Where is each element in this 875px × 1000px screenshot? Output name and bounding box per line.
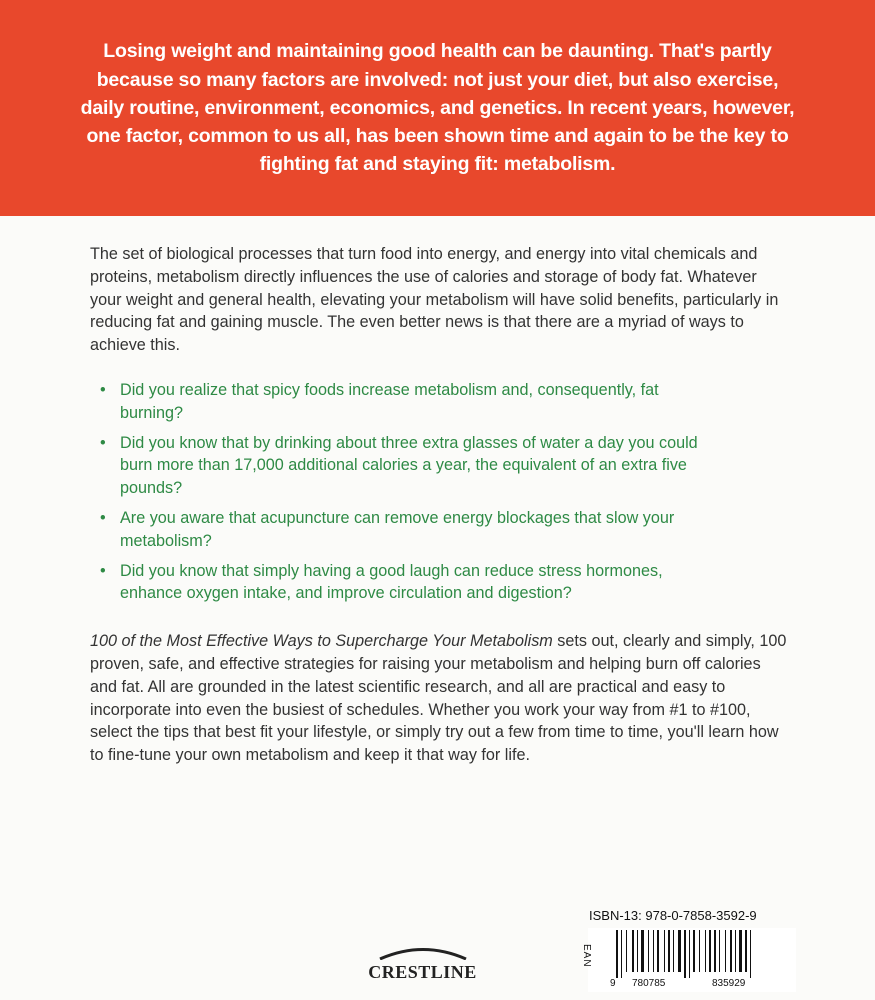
book-title: 100 of the Most Effective Ways to Supercharge Your Metabolism [90, 632, 553, 651]
barcode-bar [750, 930, 751, 978]
barcode-bar [705, 930, 706, 972]
barcode-bar [648, 930, 649, 972]
barcode-bar [641, 930, 644, 972]
barcode-bar [725, 930, 726, 972]
barcode-bar [678, 930, 681, 972]
barcode-bar [739, 930, 742, 972]
barcode-bar [621, 930, 622, 978]
list-item [100, 507, 710, 553]
barcode-digits-right: 835929 [712, 978, 746, 989]
list-item-text: Did you know that simply having a good laugh can reduce stress hormones, enhance oxygen intake, and improve circulation and digestion? [120, 561, 663, 603]
fact-list [90, 379, 790, 605]
list-item-text: Did you know that by drinking about three extra glasses of water a day you could burn more than 17,000 additional calories a year, the equivalent of an extra five pounds? [120, 433, 698, 498]
list-item [100, 379, 710, 425]
publisher-name: CRESTLINE [368, 962, 477, 982]
logo-arc-icon [378, 944, 468, 960]
barcode-bar [719, 930, 720, 972]
publisher-logo [360, 944, 485, 984]
ean-label: EAN [581, 944, 592, 968]
barcode-bar [632, 930, 634, 972]
barcode-bar [657, 930, 659, 972]
barcode-bar [668, 930, 670, 972]
barcode-bar [673, 930, 674, 972]
barcode-bar [735, 930, 736, 972]
barcode-bar [637, 930, 638, 972]
banner-text: Losing weight and maintaining good health can be daunting. That's partly because so many factors are involved: not just your diet, but also exercise, daily routine, environment, economics, and genetics. In recent years, however, one factor, common to us all, has been shown time and again to be the key to fighting fat and staying fit: metabolism. [80, 40, 795, 176]
barcode-digits-left: 780785 [632, 978, 666, 989]
intro-paragraph: The set of biological processes that turn food into energy, and energy into vital chemicals and proteins, metabolism directly influences the use of calories and storage of body fat. Whatever your weight and general health, elevating your metabolism will have solid benefits, particularly in reducing fat and gaining muscle. The even better news is that there are a myriad of ways to achieve this. [90, 245, 779, 355]
barcode-bar [699, 930, 700, 972]
barcode-bar [709, 930, 711, 972]
barcode-bar [616, 930, 618, 978]
list-item [100, 432, 710, 500]
barcode-bar [653, 930, 654, 972]
barcode-bar [626, 930, 627, 972]
main-content [90, 243, 790, 767]
barcode-bar [693, 930, 695, 972]
closing-paragraph [90, 630, 790, 767]
barcode-bar [714, 930, 716, 972]
bullet-icon: • [100, 433, 106, 452]
bullet-icon: • [100, 561, 106, 580]
barcode-bar [745, 930, 747, 972]
barcode-bar [684, 930, 686, 978]
bullet-icon: • [100, 508, 106, 527]
list-item-text: Are you aware that acupuncture can remove energy blockages that slow your metabolism? [120, 508, 675, 550]
barcode-bar [730, 930, 732, 972]
bullet-icon: • [100, 380, 106, 399]
barcode-digit-first: 9 [610, 978, 616, 989]
list-item [100, 560, 710, 606]
closing-text: sets out, clearly and simply, 100 proven, safe, and effective strategies for raising your metabolism and helping burn off calories and fat. All are grounded in the latest scientific research, and all are practical and easy to incorporate into even the busiest of schedules. Whether you work your way from #1 to #100, select the tips that best fit your lifestyle, or simply try out a few from time to time, you'll learn how to fine-tune your own metabolism and keep it that way for life. [90, 632, 787, 765]
barcode-bar [664, 930, 665, 972]
barcode-icon [612, 930, 792, 978]
list-item-text: Did you realize that spicy foods increase metabolism and, consequently, fat burning? [120, 380, 659, 422]
isbn-label: ISBN-13: 978-0-7858-3592-9 [589, 908, 757, 923]
barcode-bar [689, 930, 690, 978]
header-banner [0, 0, 875, 216]
